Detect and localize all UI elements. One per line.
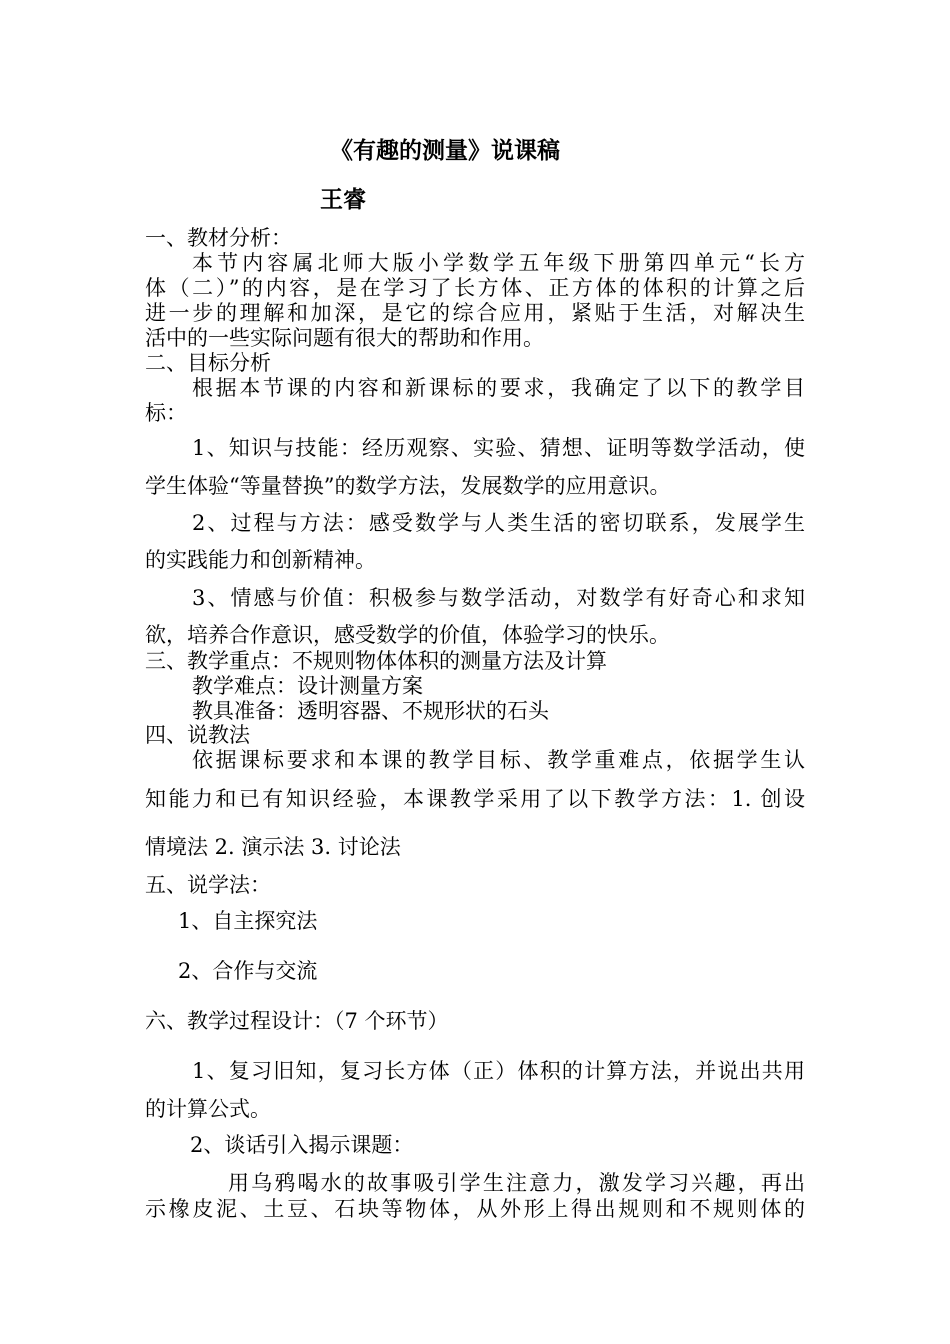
paragraph-line: 的实践能力和创新精神。 xyxy=(145,548,376,572)
paragraph-line: 根据本节课的内容和新课标的要求，我确定了以下的教学目 xyxy=(192,376,805,400)
paragraph-line: 本节内容属北师大版小学数学五年级下册第四单元“长方 xyxy=(192,251,805,275)
paragraph-line: 活中的一些实际问题有很大的帮助和作用。 xyxy=(145,326,544,350)
paragraph-line: 示橡皮泥、土豆、石块等物体，从外形上得出规则和不规则体的 xyxy=(145,1197,805,1221)
paragraph-line: 用乌鸦喝水的故事吸引学生注意力，激发学习兴趣，再出 xyxy=(228,1171,805,1195)
paragraph-line: 体（二）”的内容，是在学习了长方体、正方体的体积的计算之后 xyxy=(145,276,805,300)
document-author: 王睿 xyxy=(320,186,366,213)
paragraph-line: 3、情感与价值：积极参与数学活动，对数学有好奇心和求知 xyxy=(192,586,805,610)
document-title: 《有趣的测量》说课稿 xyxy=(330,137,560,164)
paragraph-line: 学生体验“等量替换”的数学方法，发展数学的应用意识。 xyxy=(145,474,671,498)
subsection-heading: 2、谈话引入揭示课题： xyxy=(190,1133,414,1157)
paragraph-line: 标： xyxy=(145,401,187,425)
list-item: 2、合作与交流 xyxy=(178,959,318,983)
paragraph-line: 知能力和已有知识经验，本课教学采用了以下教学方法：1. 创设 xyxy=(145,787,805,811)
paragraph-line: 的计算公式。 xyxy=(145,1097,271,1121)
section-heading: 二、目标分析 xyxy=(145,351,271,375)
section-heading: 五、说学法： xyxy=(145,873,271,897)
list-item: 1、自主探究法 xyxy=(178,909,318,933)
paragraph-line: 1、复习旧知，复习长方体（正）体积的计算方法，并说出共用 xyxy=(192,1059,805,1083)
paragraph-line: 教具准备：透明容器、不规形状的石头 xyxy=(192,699,549,723)
paragraph-line: 情境法 2. 演示法 3. 讨论法 xyxy=(145,835,401,859)
paragraph-line: 2、过程与方法：感受数学与人类生活的密切联系，发展学生 xyxy=(192,511,805,535)
paragraph-line: 教学难点：设计测量方案 xyxy=(192,674,423,698)
section-heading: 六、教学过程设计：（7 个环节） xyxy=(145,1009,449,1033)
paragraph-line: 欲，培养合作意识，感受数学的价值，体验学习的快乐。 xyxy=(145,623,670,647)
section-heading: 三、教学重点：不规则物体体积的测量方法及计算 xyxy=(145,649,607,673)
section-heading: 四、说教法 xyxy=(145,723,250,747)
paragraph-line: 进一步的理解和加深，是它的综合应用，紧贴于生活，对解决生 xyxy=(145,301,805,325)
paragraph-line: 依据课标要求和本课的教学目标、教学重难点，依据学生认 xyxy=(192,748,805,772)
section-heading: 一、教材分析： xyxy=(145,226,292,250)
paragraph-line: 1、知识与技能：经历观察、实验、猜想、证明等数学活动，使 xyxy=(192,436,805,460)
